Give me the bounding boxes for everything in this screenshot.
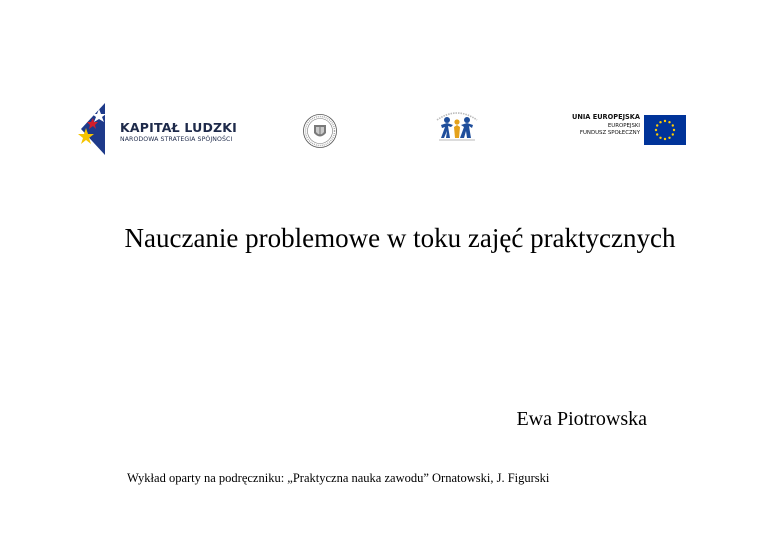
- source-reference: Wykład oparty na podręczniku: „Praktyczna nauka zawodu” Ornatowski, J. Figurski: [127, 471, 550, 485]
- kapital-ludzki-title: KAPITAŁ LUDZKI: [120, 120, 238, 135]
- kapital-ludzki-logo: [78, 103, 253, 155]
- children-figures-emblem-icon: [425, 108, 489, 144]
- author-name: Ewa Piotrowska: [516, 408, 647, 430]
- school-logo: [425, 108, 489, 152]
- eu-social-fund-label: FUNDUSZ SPOŁECZNY: [579, 130, 640, 136]
- kapital-ludzki-subtitle: NARODOWA STRATEGIA SPÓJNOŚCI: [120, 136, 233, 143]
- eu-logo-text: [553, 113, 640, 137]
- university-seal-logo: [302, 113, 338, 149]
- eu-logo: [553, 109, 693, 154]
- university-seal-icon: [302, 113, 338, 149]
- eu-flag-icon: [644, 115, 686, 145]
- eu-european-label: EUROPEJSKI: [607, 123, 640, 129]
- logo-bar: [0, 0, 768, 170]
- eu-union-label: UNIA EUROPEJSKA: [571, 113, 640, 121]
- presentation-title: Nauczanie problemowe w toku zajęć praktycznych: [124, 223, 676, 253]
- kapital-ludzki-emblem-icon: [78, 103, 118, 155]
